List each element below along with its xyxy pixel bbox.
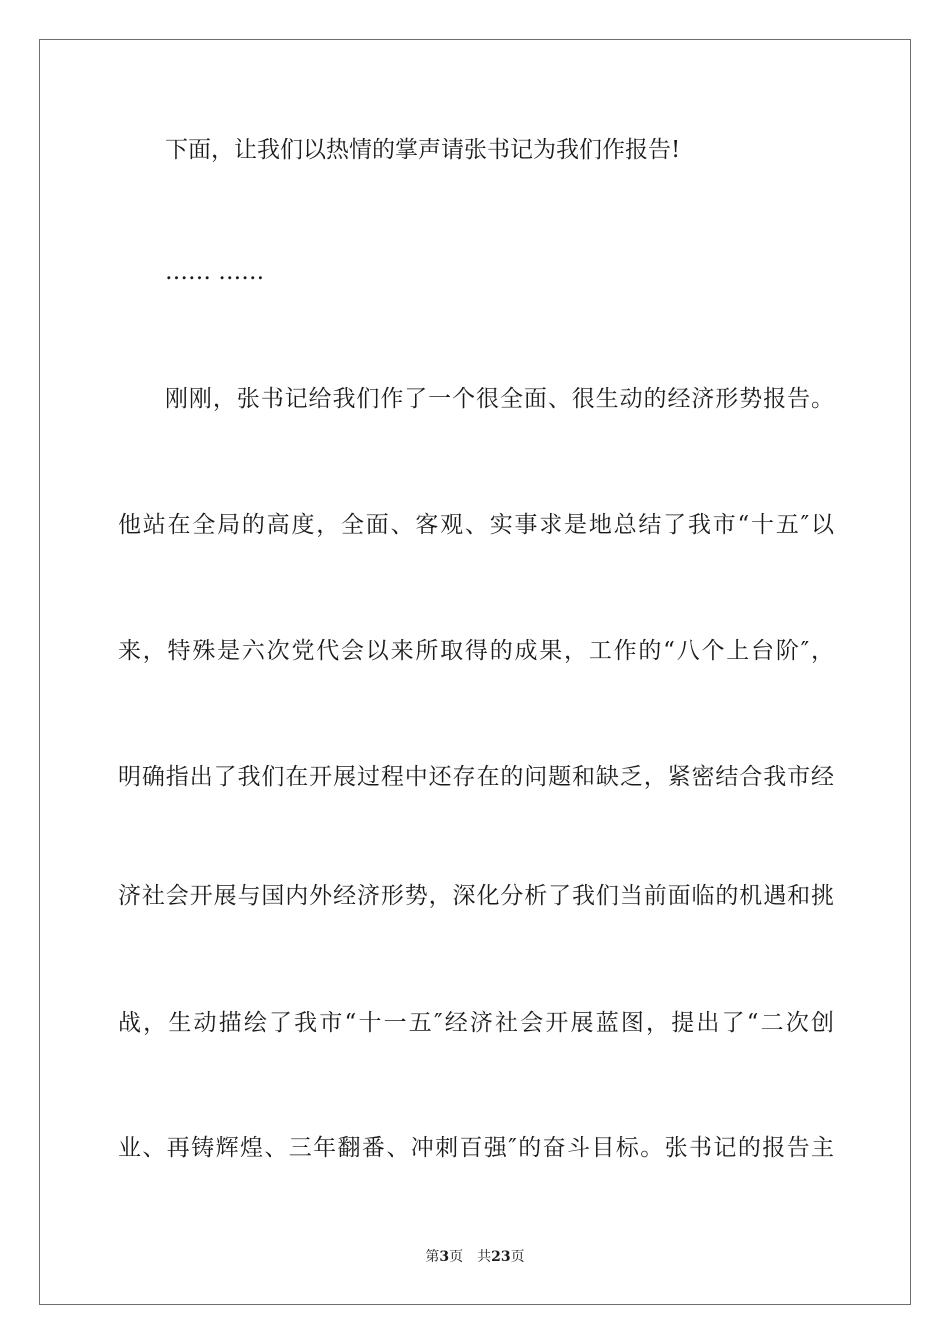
paragraph-intro: 下面，让我们以热情的掌声请张书记为我们作报告! (165, 137, 681, 163)
paragraph-line: 济社会开展与国内外经济形势，深化分析了我们当前面临的机遇和挑 (118, 883, 834, 909)
footer-total-suffix: 页 (510, 1249, 525, 1265)
footer-total-pages: 23 (491, 1249, 511, 1265)
paragraph-line: 来，特殊是六次党代会以来所取得的成果，工作的“八个上台阶″， (118, 638, 834, 664)
page-footer (0, 1248, 950, 1266)
page-border (39, 39, 911, 1305)
paragraph-line: 战，生动描绘了我市“十一五″经济社会开展蓝图，提出了“二次创 (118, 1010, 834, 1036)
footer-page-number: 3 (439, 1249, 450, 1265)
paragraph-line: 明确指出了我们在开展过程中还存在的问题和缺乏，紧密结合我市经 (118, 764, 834, 790)
paragraph-line: 刚刚，张书记给我们作了一个很全面、很生动的经济形势报告。 (165, 386, 834, 412)
paragraph-line: 他站在全局的高度，全面、客观、实事求是地总结了我市“十五″以 (118, 512, 834, 538)
paragraph-line: 业、再铸辉煌、三年翻番、冲刺百强″的奋斗目标。张书记的报告主 (118, 1135, 834, 1161)
ellipsis-separator: …… …… (165, 259, 265, 285)
footer-page-prefix: 第 (425, 1249, 440, 1265)
footer-page-suffix: 页 (449, 1249, 464, 1265)
footer-total-prefix: 共 (477, 1249, 492, 1265)
